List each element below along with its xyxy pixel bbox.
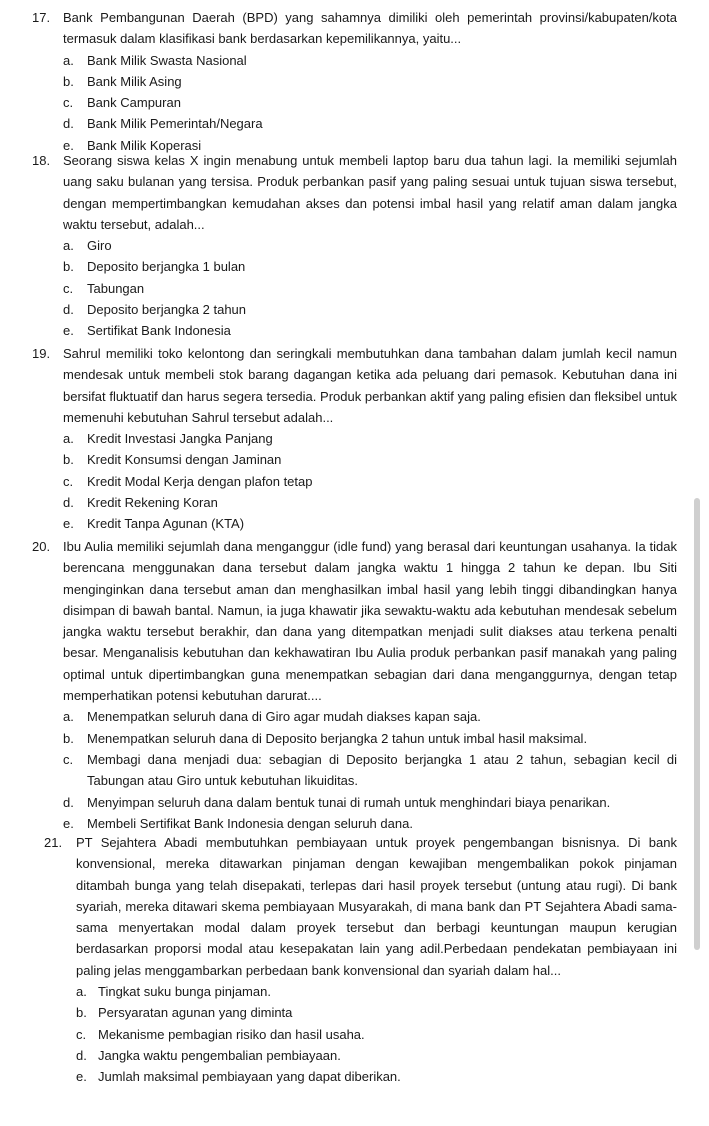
option-list [32, 428, 677, 534]
option-text: Tingkat suku bunga pinjaman. [98, 984, 271, 1000]
option-d[interactable] [32, 492, 677, 513]
option-letter: d. [63, 116, 74, 132]
option-letter: e. [63, 323, 74, 339]
question-number: 21. [44, 835, 63, 850]
question-17 [32, 7, 677, 156]
question-stem: Seorang siswa kelas X ingin menabung untuk membeli laptop baru dua tahun lagi. Ia memiliki sejumlah uang saku bulanan yang tersisa. Produk perbankan pasif yang paling sesuai untuk tujuan siswa tersebut, dengan mempertimbangkan kemudahan akses dan potensi imbal hasil yang relatif aman dalam jangka waktu tersebut, adalah... [63, 153, 677, 232]
option-list [32, 50, 677, 156]
option-text: Jumlah maksimal pembiayaan yang dapat diberikan. [98, 1069, 401, 1085]
question-19 [32, 343, 677, 535]
option-list [32, 981, 677, 1087]
option-letter: d. [63, 794, 74, 810]
option-text: Menempatkan seluruh dana di Deposito berjangka 2 tahun untuk imbal hasil maksimal. [87, 730, 588, 746]
option-letter: a. [63, 709, 74, 725]
option-text: Kredit Investasi Jangka Panjang [87, 431, 273, 447]
option-text: Mekanisme pembagian risiko dan hasil usaha. [98, 1026, 365, 1042]
option-b[interactable] [32, 256, 677, 277]
option-letter: e. [76, 1069, 87, 1085]
question-21 [32, 832, 677, 1088]
question-number: 18. [32, 153, 51, 168]
option-d[interactable] [32, 299, 677, 320]
option-d[interactable] [32, 1045, 677, 1066]
option-text: Deposito berjangka 2 tahun [87, 302, 247, 318]
question-stem: Ibu Aulia memiliki sejumlah dana menganggur (idle fund) yang berasal dari keuntungan usahanya. Ia tidak berencana menggunakan dana tersebut dalam jangka waktu 1 hingga 2 tahun ke depan. Ibu Siti menginginkan dana tersebut aman dan menghasilkan imbal hasil yang lebih tinggi dibandingkan hanya disimpan di bawah bantal. Namun, ia juga khawatir jika sewaktu-waktu ada kebutuhan mendesak sebelum jangka waktu tersebut berakhir, dan dana yang ditempatkan menjadi sulit diakses atau terkena penalti besar. Menganalisis kebutuhan dan kekhawatiran Ibu Aulia produk perbankan pasif manakah yang paling optimal untuk dipertimbangkan guna menempatkan sebagian dari dana menganggurnya, dengan tetap memperhatikan potensi kebutuhan darurat.... [63, 539, 677, 704]
option-text: Bank Milik Swasta Nasional [87, 52, 247, 68]
question-number: 17. [32, 10, 51, 25]
option-text: Membagi dana menjadi dua: sebagian di Deposito berjangka 1 atau 2 tahun, sebagian kecil di Tabungan atau Giro untuk kebutuhan likuiditas. [87, 751, 677, 789]
option-text: Kredit Konsumsi dengan Jaminan [87, 452, 282, 468]
option-c[interactable] [32, 471, 677, 492]
question-stem: Sahrul memiliki toko kelontong dan seringkali membutuhkan dana tambahan dalam jumlah kecil namun mendesak untuk membeli stok barang dagangan ketika ada peluang dari pemasok. Kebutuhan dana ini bersifat fluktuatif dan harus segera tersedia. Produk perbankan aktif yang paling efisien dan fleksibel untuk memenuhi kebutuhan Sahrul tersebut adalah... [63, 346, 677, 425]
option-text: Persyaratan agunan yang diminta [98, 1005, 293, 1021]
option-text: Sertifikat Bank Indonesia [87, 323, 231, 339]
option-b[interactable] [32, 71, 677, 92]
option-text: Bank Milik Asing [87, 73, 182, 89]
option-a[interactable] [32, 50, 677, 71]
option-letter: c. [63, 95, 74, 111]
option-letter: a. [63, 431, 74, 447]
option-letter: b. [76, 1005, 87, 1021]
option-c[interactable] [32, 278, 677, 299]
option-c[interactable] [32, 1024, 677, 1045]
question-18 [32, 150, 677, 342]
option-list [32, 706, 677, 834]
option-d[interactable] [32, 113, 677, 134]
option-c[interactable] [32, 749, 677, 792]
option-b[interactable] [32, 1002, 677, 1023]
option-letter: d. [76, 1047, 87, 1063]
option-a[interactable] [32, 981, 677, 1002]
option-letter: b. [63, 259, 74, 275]
option-a[interactable] [32, 428, 677, 449]
option-text: Deposito berjangka 1 bulan [87, 259, 246, 275]
option-text: Menyimpan seluruh dana dalam bentuk tunai di rumah untuk menghindari biaya penarikan. [87, 794, 611, 810]
question-number: 19. [32, 346, 51, 361]
option-e[interactable] [32, 513, 677, 534]
option-text: Bank Campuran [87, 95, 181, 111]
option-letter: e. [63, 137, 74, 153]
option-letter: b. [63, 73, 74, 89]
scrollbar-thumb[interactable] [694, 498, 700, 950]
question-20 [32, 536, 677, 834]
option-text: Membeli Sertifikat Bank Indonesia dengan seluruh dana. [87, 815, 413, 831]
question-number: 20. [32, 539, 51, 554]
option-d[interactable] [32, 792, 677, 813]
option-letter: c. [63, 280, 74, 296]
option-a[interactable] [32, 706, 677, 727]
option-letter: b. [63, 730, 74, 746]
option-e[interactable] [32, 1066, 677, 1087]
option-letter: c. [76, 1026, 87, 1042]
question-stem: Bank Pembangunan Daerah (BPD) yang sahamnya dimiliki oleh pemerintah provinsi/kabupaten/kota termasuk dalam klasifikasi bank berdasarkan kepemilikannya, yaitu... [63, 10, 677, 47]
option-text: Jangka waktu pengembalian pembiayaan. [98, 1047, 341, 1063]
option-text: Bank Milik Pemerintah/Negara [87, 116, 263, 132]
option-letter: e. [63, 516, 74, 532]
option-letter: b. [63, 452, 74, 468]
option-letter: a. [63, 52, 74, 68]
option-letter: a. [76, 984, 87, 1000]
option-b[interactable] [32, 728, 677, 749]
option-e[interactable] [32, 813, 677, 834]
option-letter: e. [63, 815, 74, 831]
option-letter: d. [63, 495, 74, 511]
option-b[interactable] [32, 449, 677, 470]
option-text: Kredit Tanpa Agunan (KTA) [87, 516, 245, 532]
question-stem: PT Sejahtera Abadi membutuhkan pembiayaan untuk proyek pengembangan bisnisnya. Di bank konvensional, mereka ditawarkan pinjaman dengan kewajiban mengembalikan pokok pinjaman ditambah bunga yang telah disepakati, terlepas dari hasil proyek tersebut (untung atau rugi). Di bank syariah, mereka ditawari skema pembiayaan Musyarakah, di mana bank dan PT Sejahtera Abadi sama-sama menyertakan modal dalam proyek tersebut dan berbagi keuntungan maupun kerugian berdasarkan proporsi modal atau kesepakatan lain yang adil.Perbedaan pendekatan pembiayaan ini paling jelas menggambarkan perbedaan bank konvensional dan syariah dalam hal... [76, 835, 677, 978]
option-text: Menempatkan seluruh dana di Giro agar mudah diakses kapan saja. [87, 709, 481, 725]
option-letter: d. [63, 302, 74, 318]
option-letter: c. [63, 751, 74, 767]
option-text: Giro [87, 238, 112, 254]
option-text: Bank Milik Koperasi [87, 137, 202, 153]
option-letter: c. [63, 473, 74, 489]
option-text: Kredit Rekening Koran [87, 495, 218, 511]
option-e[interactable] [32, 320, 677, 341]
option-list [32, 235, 677, 341]
vertical-scrollbar[interactable] [692, 498, 702, 950]
option-c[interactable] [32, 92, 677, 113]
option-text: Tabungan [87, 280, 145, 296]
option-a[interactable] [32, 235, 677, 256]
option-text: Kredit Modal Kerja dengan plafon tetap [87, 473, 313, 489]
option-letter: a. [63, 238, 74, 254]
